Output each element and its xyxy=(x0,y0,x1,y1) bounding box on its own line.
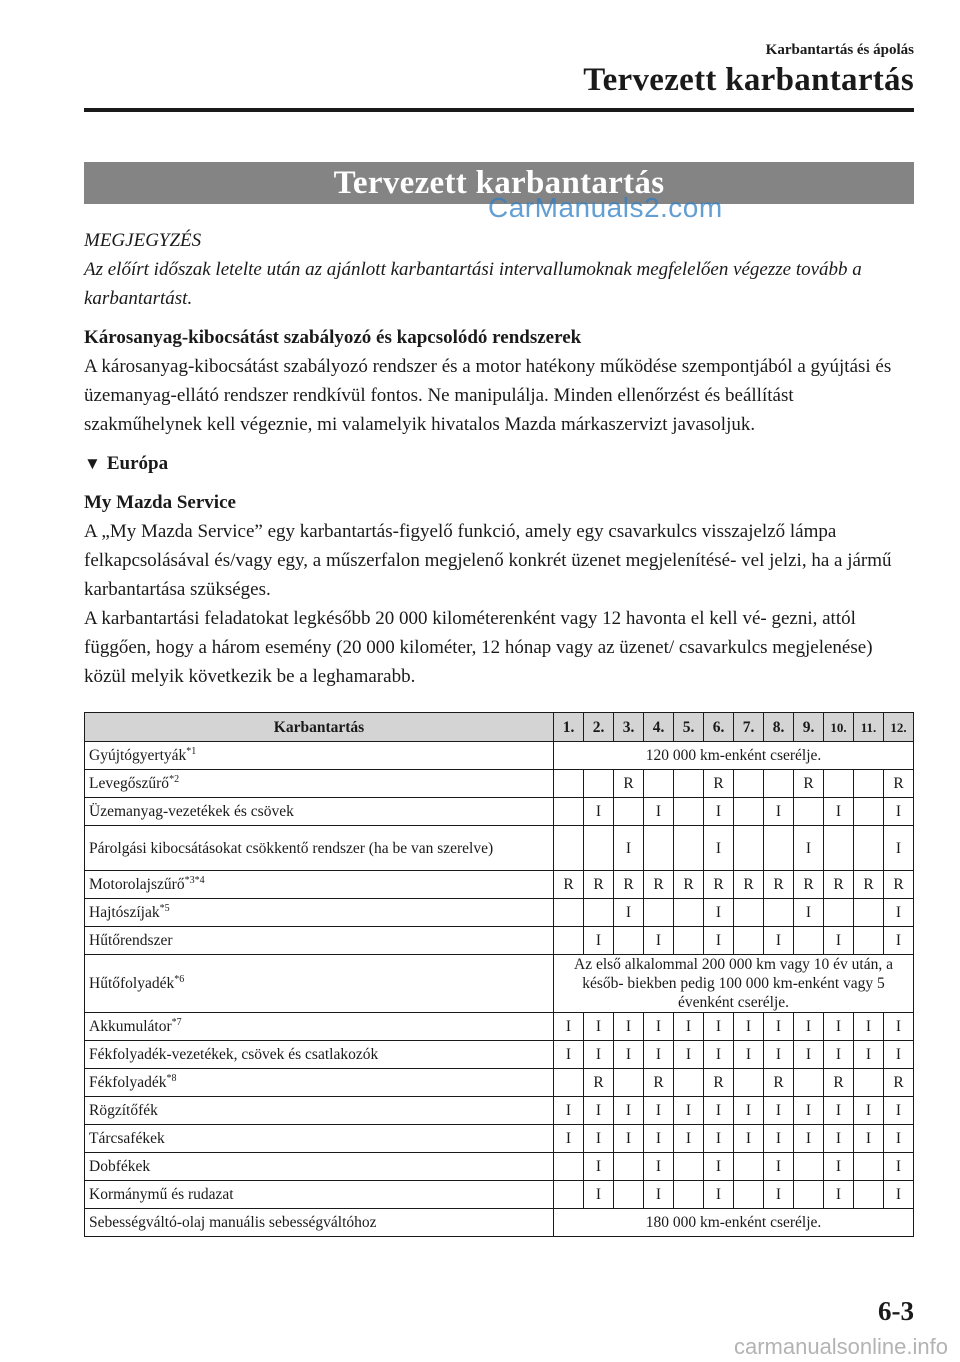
main-content xyxy=(84,226,914,691)
interval-cell: I xyxy=(554,1041,584,1069)
interval-cell: I xyxy=(824,1097,854,1125)
interval-cell xyxy=(614,1153,644,1181)
interval-cell xyxy=(854,927,884,955)
interval-cell: I xyxy=(734,1125,764,1153)
interval-cell xyxy=(554,1069,584,1097)
interval-cell: I xyxy=(584,798,614,826)
header-interval: 2. xyxy=(584,713,614,742)
interval-cell xyxy=(644,899,674,927)
interval-cell: I xyxy=(674,1097,704,1125)
interval-cell xyxy=(854,1069,884,1097)
table-row xyxy=(85,742,914,770)
item-label: Hűtőrendszer xyxy=(89,932,173,949)
maintenance-item xyxy=(85,1181,554,1209)
item-label: Fékfolyadék-vezetékek, csövek és csatlakozók xyxy=(89,1046,379,1063)
service-text-1: A „My Mazda Service” egy karbantartás-figyelő funkció, amely egy csavarkulcs visszajelző lámpa felkapcsolásával és/vagy egy, a műszerfalon megjelenő konkrét üzenet megjelenítésé- vel jelzi, ha a jármű karbantartása szükséges. xyxy=(84,521,892,600)
interval-cell xyxy=(584,770,614,798)
interval-cell: R xyxy=(614,871,644,899)
interval-cell: I xyxy=(554,1013,584,1041)
interval-cell: I xyxy=(824,1181,854,1209)
table-row xyxy=(85,1181,914,1209)
interval-cell xyxy=(644,770,674,798)
item-label: Akkumulátor xyxy=(89,1018,172,1035)
item-label: Dobfékek xyxy=(89,1158,151,1175)
interval-cell: I xyxy=(764,1125,794,1153)
interval-cell xyxy=(734,1153,764,1181)
interval-cell: I xyxy=(764,1153,794,1181)
interval-cell: I xyxy=(884,826,914,871)
interval-cell: I xyxy=(584,1041,614,1069)
interval-cell: I xyxy=(584,1153,614,1181)
interval-cell xyxy=(794,927,824,955)
interval-cell: I xyxy=(644,1125,674,1153)
table-row xyxy=(85,927,914,955)
interval-cell xyxy=(554,1153,584,1181)
interval-cell: R xyxy=(884,1069,914,1097)
interval-cell: I xyxy=(854,1097,884,1125)
interval-cell: I xyxy=(644,927,674,955)
footnote-mark: *1 xyxy=(186,745,197,757)
maintenance-item xyxy=(85,798,554,826)
page-number: 6-3 xyxy=(878,1296,914,1326)
interval-cell xyxy=(824,826,854,871)
interval-cell: I xyxy=(704,1181,734,1209)
interval-cell xyxy=(674,1181,704,1209)
interval-cell: R xyxy=(884,871,914,899)
interval-cell xyxy=(554,927,584,955)
note-heading: MEGJEGYZÉS xyxy=(84,230,202,251)
maintenance-item xyxy=(85,826,554,871)
interval-cell: I xyxy=(764,1041,794,1069)
interval-cell: I xyxy=(884,1097,914,1125)
interval-cell: I xyxy=(704,1125,734,1153)
interval-cell: I xyxy=(764,927,794,955)
interval-cell xyxy=(614,798,644,826)
interval-cell: I xyxy=(764,798,794,826)
interval-cell xyxy=(794,798,824,826)
interval-cell: I xyxy=(794,826,824,871)
interval-cell xyxy=(794,1069,824,1097)
interval-cell: I xyxy=(734,1041,764,1069)
table-row xyxy=(85,1069,914,1097)
maintenance-item xyxy=(85,955,554,1013)
interval-cell: I xyxy=(644,798,674,826)
interval-cell: I xyxy=(794,1041,824,1069)
interval-cell: I xyxy=(584,927,614,955)
interval-cell: I xyxy=(704,1013,734,1041)
maintenance-item xyxy=(85,1097,554,1125)
service-heading: My Mazda Service xyxy=(84,492,236,513)
interval-cell: R xyxy=(704,770,734,798)
item-label: Fékfolyadék xyxy=(89,1074,167,1091)
interval-note: 120 000 km-enként cserélje. xyxy=(554,742,914,770)
interval-cell xyxy=(614,1181,644,1209)
table-row xyxy=(85,955,914,1013)
interval-cell: R xyxy=(584,871,614,899)
interval-cell: R xyxy=(824,1069,854,1097)
interval-cell xyxy=(854,798,884,826)
maintenance-item xyxy=(85,1209,554,1237)
interval-cell: R xyxy=(824,871,854,899)
interval-cell: R xyxy=(734,871,764,899)
interval-cell xyxy=(554,1181,584,1209)
interval-cell: I xyxy=(644,1153,674,1181)
interval-cell: R xyxy=(554,871,584,899)
interval-cell: I xyxy=(704,1041,734,1069)
watermark-site: carmanualsonline.info xyxy=(733,1334,948,1359)
emission-text: A károsanyag-kibocsátást szabályozó rendszer és a motor hatékony működése szempontjából a gyújtási és üzemanyag-ellátó rendszer rendkívül fontos. Ne manipulálja. Minden ellenőrzést és beállítást szakműhelynek kell végeznie, mi valamelyik hivatalos Mazda márkaszervizt javasoljuk. xyxy=(84,356,892,435)
interval-cell: I xyxy=(614,1097,644,1125)
maintenance-item xyxy=(85,1153,554,1181)
table-row xyxy=(85,1013,914,1041)
item-label: Rögzítőfék xyxy=(89,1102,158,1119)
interval-cell: I xyxy=(674,1041,704,1069)
interval-cell: R xyxy=(764,1069,794,1097)
interval-cell: I xyxy=(764,1097,794,1125)
interval-cell xyxy=(854,770,884,798)
table-header-row xyxy=(85,713,914,742)
interval-cell xyxy=(674,1069,704,1097)
note-text: Az előírt időszak letelte után az ajánlott karbantartási intervallumoknak megfelelően végezze tovább a karbantartást. xyxy=(84,259,862,309)
interval-cell: I xyxy=(674,1125,704,1153)
interval-cell: R xyxy=(764,871,794,899)
running-page-title: Tervezett karbantartás xyxy=(583,62,914,98)
interval-cell: I xyxy=(884,798,914,826)
interval-cell xyxy=(614,1069,644,1097)
interval-cell: R xyxy=(794,871,824,899)
interval-cell: I xyxy=(824,1125,854,1153)
interval-note: Az első alkalommal 200 000 km vagy 10 év után, a későb- biekben pedig 100 000 km-enként vagy 5 évenként cserélje. xyxy=(554,955,914,1013)
maintenance-item xyxy=(85,1069,554,1097)
interval-cell: I xyxy=(884,1125,914,1153)
table-row xyxy=(85,770,914,798)
running-section-title: Karbantartás és ápolás xyxy=(765,42,914,58)
interval-cell: I xyxy=(644,1097,674,1125)
interval-cell xyxy=(734,899,764,927)
interval-cell xyxy=(674,927,704,955)
item-label: Levegőszűrő xyxy=(89,775,170,792)
interval-cell: I xyxy=(734,1097,764,1125)
item-label: Gyújtógyertyák xyxy=(89,747,187,764)
interval-cell: I xyxy=(794,899,824,927)
watermark-carmanuals: CarManuals2.com xyxy=(488,192,723,223)
interval-cell: I xyxy=(644,1013,674,1041)
interval-cell: I xyxy=(854,1013,884,1041)
interval-cell xyxy=(584,826,614,871)
interval-cell xyxy=(614,927,644,955)
header-interval: 4. xyxy=(644,713,674,742)
interval-cell: I xyxy=(704,1097,734,1125)
interval-cell: R xyxy=(614,770,644,798)
item-label: Sebességváltó-olaj manuális sebességváltóhoz xyxy=(89,1214,377,1231)
header-item: Karbantartás xyxy=(85,713,554,742)
interval-cell xyxy=(674,826,704,871)
region-label: Európa xyxy=(106,453,169,474)
header-interval: 3. xyxy=(614,713,644,742)
interval-cell: R xyxy=(854,871,884,899)
interval-cell xyxy=(674,770,704,798)
maintenance-item xyxy=(85,899,554,927)
interval-cell: I xyxy=(854,1041,884,1069)
table-row xyxy=(85,798,914,826)
interval-cell: I xyxy=(884,1153,914,1181)
table-row xyxy=(85,871,914,899)
section-banner: Tervezett karbantartás xyxy=(84,162,914,204)
interval-cell xyxy=(794,1153,824,1181)
region-heading xyxy=(84,449,914,478)
interval-cell: I xyxy=(794,1097,824,1125)
interval-cell: I xyxy=(764,1013,794,1041)
table-row xyxy=(85,899,914,927)
header-interval: 1. xyxy=(554,713,584,742)
interval-cell: I xyxy=(884,1013,914,1041)
footnote-mark: *5 xyxy=(159,902,170,914)
header-interval: 7. xyxy=(734,713,764,742)
item-label: Hűtőfolyadék xyxy=(89,975,175,992)
interval-cell: I xyxy=(614,1013,644,1041)
interval-cell: R xyxy=(704,1069,734,1097)
interval-cell xyxy=(824,899,854,927)
maintenance-item xyxy=(85,1125,554,1153)
interval-cell: I xyxy=(704,798,734,826)
interval-cell: I xyxy=(584,1125,614,1153)
service-text-2: A karbantartási feladatokat legkésőbb 20 000 kilométerenként vagy 12 havonta el kell vé- gezni, attól függően, hogy a három esemény (20 000 kilométer, 12 hónap vagy az üzenet/ csavarkulcs megjelenése) közül melyik következik be a leghamarabb. xyxy=(84,608,873,687)
interval-cell: I xyxy=(644,1041,674,1069)
interval-cell: I xyxy=(674,1013,704,1041)
interval-cell: I xyxy=(764,1181,794,1209)
interval-cell: I xyxy=(704,1153,734,1181)
interval-cell: I xyxy=(884,899,914,927)
header-interval: 9. xyxy=(794,713,824,742)
interval-cell xyxy=(584,899,614,927)
interval-cell xyxy=(854,899,884,927)
interval-cell xyxy=(734,770,764,798)
interval-cell xyxy=(734,826,764,871)
interval-cell: R xyxy=(794,770,824,798)
header-interval: 8. xyxy=(764,713,794,742)
maintenance-item xyxy=(85,927,554,955)
interval-cell: I xyxy=(794,1013,824,1041)
table-row xyxy=(85,1209,914,1237)
table-row xyxy=(85,1153,914,1181)
interval-cell xyxy=(854,1181,884,1209)
header-interval: 12. xyxy=(884,713,914,742)
interval-cell xyxy=(734,798,764,826)
interval-cell: I xyxy=(584,1097,614,1125)
interval-cell: I xyxy=(734,1013,764,1041)
interval-cell: I xyxy=(824,798,854,826)
interval-cell: I xyxy=(554,1125,584,1153)
interval-cell xyxy=(854,826,884,871)
item-label: Üzemanyag-vezetékek és csövek xyxy=(89,803,294,820)
interval-cell: I xyxy=(704,899,734,927)
table-row xyxy=(85,1097,914,1125)
interval-cell: I xyxy=(584,1181,614,1209)
footnote-mark: *6 xyxy=(174,973,185,985)
maintenance-item xyxy=(85,742,554,770)
interval-cell xyxy=(764,899,794,927)
table-row xyxy=(85,1041,914,1069)
interval-cell: I xyxy=(884,1041,914,1069)
item-label: Kormánymű és rudazat xyxy=(89,1186,234,1203)
maintenance-item xyxy=(85,1013,554,1041)
interval-cell: R xyxy=(644,871,674,899)
maintenance-item xyxy=(85,770,554,798)
emission-heading: Károsanyag-kibocsátást szabályozó és kapcsolódó rendszerek xyxy=(84,327,582,348)
interval-cell: I xyxy=(824,1013,854,1041)
interval-cell: I xyxy=(584,1013,614,1041)
interval-cell: I xyxy=(824,1041,854,1069)
interval-cell xyxy=(554,798,584,826)
interval-cell xyxy=(854,1153,884,1181)
interval-cell: R xyxy=(674,871,704,899)
interval-cell: I xyxy=(614,1041,644,1069)
triangle-down-icon: ▼ xyxy=(84,454,101,473)
table-body xyxy=(85,742,914,1237)
interval-cell xyxy=(764,770,794,798)
item-label: Hajtószíjak xyxy=(89,904,160,921)
interval-cell: I xyxy=(614,826,644,871)
footnote-mark: *2 xyxy=(169,773,180,785)
footnote-mark: *3*4 xyxy=(184,874,205,886)
interval-cell: I xyxy=(854,1125,884,1153)
interval-cell: I xyxy=(614,899,644,927)
interval-cell: R xyxy=(584,1069,614,1097)
interval-cell xyxy=(734,1069,764,1097)
table-row xyxy=(85,1125,914,1153)
interval-cell: I xyxy=(794,1125,824,1153)
interval-cell: I xyxy=(704,826,734,871)
interval-cell xyxy=(794,1181,824,1209)
table-row xyxy=(85,826,914,871)
interval-cell xyxy=(824,770,854,798)
interval-cell: I xyxy=(824,1153,854,1181)
interval-cell xyxy=(764,826,794,871)
interval-cell xyxy=(554,826,584,871)
header-interval: 5. xyxy=(674,713,704,742)
top-rule xyxy=(84,108,914,112)
interval-cell xyxy=(554,770,584,798)
interval-cell: I xyxy=(644,1181,674,1209)
header-interval: 10. xyxy=(824,713,854,742)
interval-cell: I xyxy=(554,1097,584,1125)
footnote-mark: *8 xyxy=(166,1072,177,1084)
maintenance-item xyxy=(85,1041,554,1069)
header-interval: 6. xyxy=(704,713,734,742)
interval-cell xyxy=(674,899,704,927)
interval-cell xyxy=(554,899,584,927)
interval-cell: R xyxy=(644,1069,674,1097)
item-label: Tárcsafékek xyxy=(89,1130,165,1147)
interval-cell: I xyxy=(824,927,854,955)
interval-cell xyxy=(674,798,704,826)
interval-cell: I xyxy=(614,1125,644,1153)
interval-cell: I xyxy=(884,927,914,955)
maintenance-item xyxy=(85,871,554,899)
footnote-mark: *7 xyxy=(171,1016,182,1028)
interval-cell: R xyxy=(884,770,914,798)
maintenance-table xyxy=(84,712,914,1237)
interval-cell xyxy=(734,927,764,955)
interval-cell: R xyxy=(704,871,734,899)
interval-cell xyxy=(674,1153,704,1181)
interval-cell: I xyxy=(884,1181,914,1209)
interval-note: 180 000 km-enként cserélje. xyxy=(554,1209,914,1237)
header-interval: 11. xyxy=(854,713,884,742)
interval-cell xyxy=(734,1181,764,1209)
item-label: Párolgási kibocsátásokat csökkentő rendszer (ha be van szerelve) xyxy=(89,839,494,857)
interval-cell: I xyxy=(704,927,734,955)
interval-cell xyxy=(644,826,674,871)
item-label: Motorolajszűrő xyxy=(89,876,185,893)
